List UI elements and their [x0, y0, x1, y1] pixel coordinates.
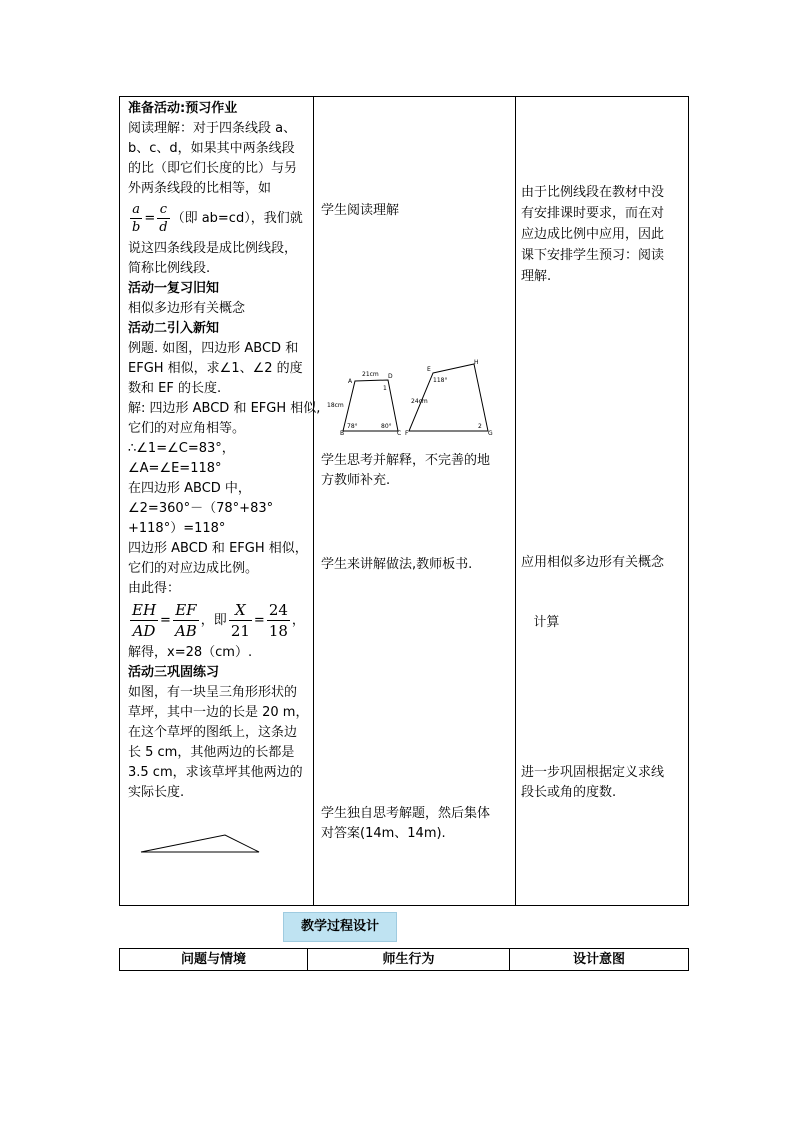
fraction: $\frac{c}{d}$ [159, 202, 168, 235]
fraction: $\frac{a}{b}$ [132, 202, 141, 235]
length-18-label: 18cm [327, 402, 344, 409]
formula-tail: （即 ab=cd），我们就 [171, 211, 303, 226]
student-think-line: 方教师补充. [321, 473, 391, 488]
prep-line: b、c、d，如果其中两条线段 [128, 141, 295, 156]
activity-text [321, 555, 511, 575]
solution-line: 解: 四边形 ABCD 和 EFGH 相似, [128, 401, 321, 416]
column-divider [313, 97, 314, 905]
intent-line: 应边成比例中应用，因此 [521, 227, 665, 242]
angle-118-label: 118° [433, 377, 448, 384]
vertex-c-label: C [397, 430, 402, 437]
intent-line: 由于比例线段在教材中没 [521, 185, 665, 200]
column-divider [515, 97, 516, 905]
exercise-line: 实际长度. [128, 785, 185, 800]
header-table [119, 948, 689, 971]
student-solve-line: 学生独自思考解题，然后集体 [321, 806, 491, 821]
activity2-heading: 活动二引入新知 [128, 321, 220, 336]
student-read-text: 学生阅读理解 [321, 203, 400, 218]
solve-line: 解得，x=28（cm）. [128, 645, 253, 660]
solution-line: 在四边形 ABCD 中， [128, 481, 251, 496]
exercise-line: 在这个草坪的图纸上，这条边 [128, 725, 298, 740]
example-line: 数和 EF 的长度. [128, 381, 222, 396]
exercise-line: 3.5 cm，求该草坪其他两边的 [128, 765, 303, 780]
vertex-e-label: E [427, 366, 431, 373]
solution-line: 它们的对应边成比例。 [128, 561, 259, 576]
angle-78-label: 78° [347, 423, 358, 430]
angle-80-label: 80° [381, 423, 392, 430]
activity3-heading: 活动三巩固练习 [128, 665, 220, 680]
vertex-g-label: G [488, 430, 493, 437]
prep-line: 简称比例线段. [128, 261, 211, 276]
triangle-figure [138, 832, 263, 857]
intent-line: 段长或角的度数. [521, 785, 617, 800]
design-intent [521, 513, 687, 673]
section-title-badge: 教学过程设计 [283, 912, 397, 942]
intent-line: 理解. [521, 269, 552, 284]
vertex-h-label: H [474, 359, 479, 366]
solution-line: +118°）=118° [128, 521, 226, 536]
quadrilaterals-figure [325, 359, 505, 437]
solution-line: ∠2=360°－（78°+83° [128, 501, 274, 516]
prep-line: 外两条线段的比相等，如 [128, 181, 272, 196]
exercise-line: 草坪，其中一边的长是 20 m， [128, 705, 309, 720]
solution-line: 四边形 ABCD 和 EFGH 相似， [128, 541, 308, 556]
student-solve-line: 对答案(14m、14m). [321, 826, 446, 841]
intent-line: 应用相似多边形有关概念 [521, 555, 665, 570]
activity1-text: 相似多边形有关概念 [128, 301, 246, 316]
vertex-b-label: B [340, 430, 345, 437]
prep-heading: 准备活动:预习作业 [128, 101, 238, 116]
activity1-heading: 活动一复习旧知 [128, 281, 220, 296]
vertex-f-label: F [405, 430, 409, 437]
solution-line: ∠A=∠E=118° [128, 461, 222, 476]
header-problem: 问题与情境 [120, 949, 308, 970]
activity-text [321, 201, 511, 221]
problem-column [128, 99, 321, 803]
student-think-line: 学生思考并解释，不完善的地 [321, 453, 491, 468]
intent-line: 进一步巩固根据定义求线 [521, 765, 665, 780]
fraction: $\frac{EF}{AB}$ [174, 601, 197, 640]
length-21-label: 21cm [362, 371, 379, 378]
solution-line: 由此得： [128, 581, 181, 596]
example-line: 例题. 如图，四边形 ABCD 和 [128, 341, 299, 356]
fraction: $\frac{X}{21}$ [230, 601, 250, 640]
header-intent: 设计意图 [572, 952, 625, 967]
activity-text [321, 804, 511, 844]
design-intent [521, 763, 687, 803]
fraction: $\frac{24}{18}$ [268, 601, 288, 640]
intent-line: 课下安排学生预习：阅读 [521, 248, 665, 263]
angle-2-label: 2 [478, 423, 482, 430]
intent-line: 有安排课时要求，而在对 [521, 206, 665, 221]
solution-line: 它们的对应角相等。 [128, 421, 246, 436]
prep-line: 的比（即它们长度的比）与另 [128, 161, 298, 176]
prep-line: 阅读理解：对于四条线段 a、 [128, 121, 297, 136]
example-line: EFGH 相似，求∠1、∠2 的度 [128, 361, 303, 376]
header-activity: 师生行为 [308, 949, 510, 970]
proportion-formula: $\frac{a}{b}$ = $\frac{c}{d}$ （即 ab=cd），我们就 [132, 202, 303, 235]
vertex-d-label: D [388, 373, 393, 380]
ratio-formula: $\frac{EH}{AD}$ = $\frac{EF}{AB}$ ，即 $\frac{X}{21}$ = $\frac{24}{18}$ ， [132, 601, 305, 640]
prep-line: 说这四条线段是成比例线段， [128, 241, 298, 256]
exercise-line: 如图，有一块呈三角形形状的 [128, 685, 298, 700]
solution-line: ∴∠1=∠C=83°， [128, 441, 235, 456]
student-explain-text: 学生来讲解做法,教师板书. [321, 557, 473, 572]
angle-1-label: 1 [383, 385, 387, 392]
activity-text [321, 451, 511, 491]
intent-line: 计算 [521, 615, 560, 630]
exercise-line: 长 5 cm，其他两边的长都是 [128, 745, 295, 760]
lesson-table [119, 96, 689, 906]
fraction: $\frac{EH}{AD}$ [132, 601, 157, 640]
design-intent [521, 182, 687, 287]
vertex-a-label: A [348, 378, 353, 385]
length-24-label: 24cm [411, 398, 428, 405]
